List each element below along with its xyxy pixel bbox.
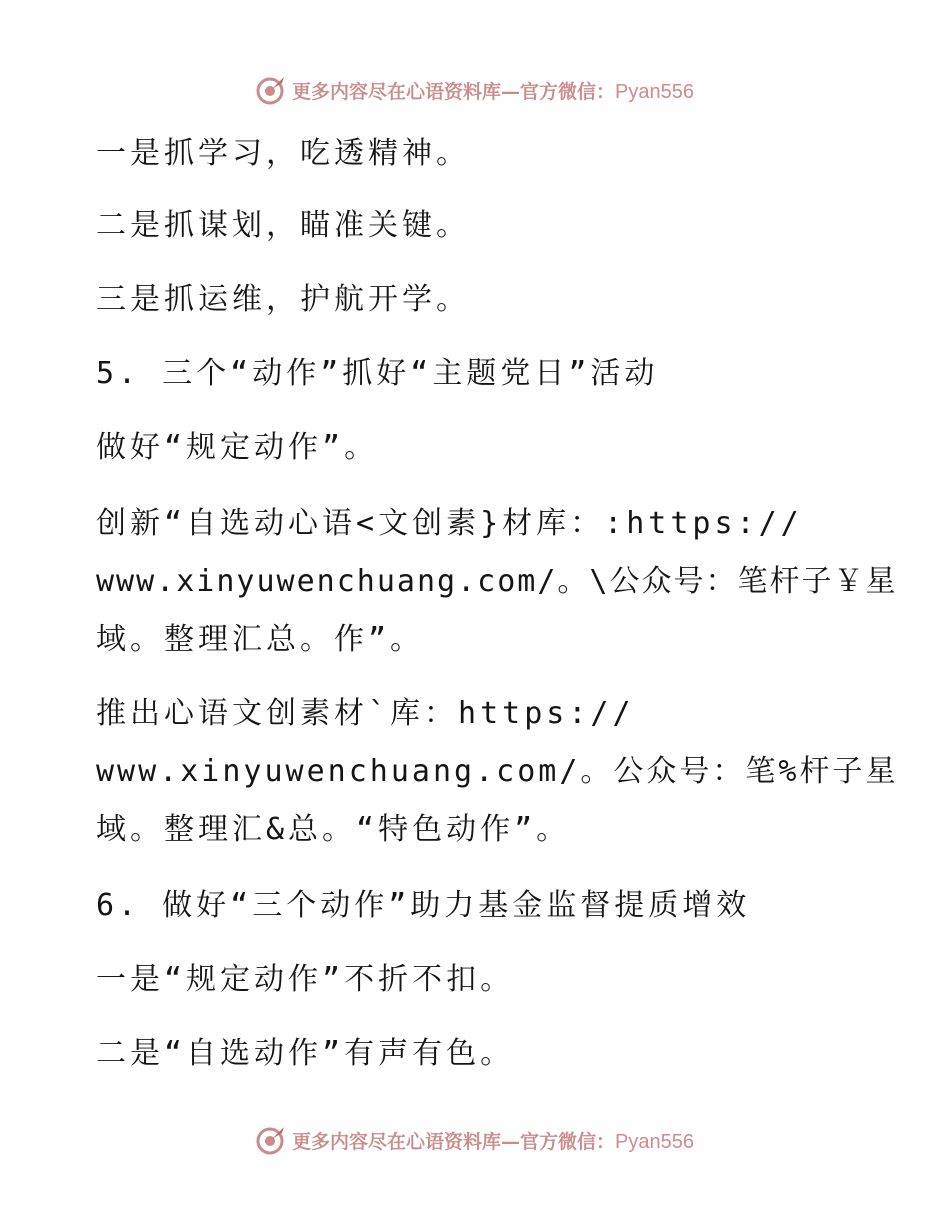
quill-logo-icon — [256, 75, 286, 105]
body-line: 推出心语文创素材`库：https:// — [96, 696, 635, 731]
body-line: 域。整理汇&总。“特色动作”。 — [96, 812, 571, 847]
body-line: www.xinyuwenchuang.com/。\公众号：笔杆子￥星 — [96, 564, 898, 599]
body-line: 做好“规定动作”。 — [96, 430, 379, 465]
header-wechat-label: 官方微信： — [520, 80, 616, 103]
body-line: 一是抓学习，吃透精神。 — [96, 136, 470, 171]
body-line: 二是抓谋划，瞄准关键。 — [96, 208, 470, 243]
body-line: 一是“规定动作”不折不扣。 — [96, 962, 515, 997]
body-line: 创新“自选动心语<文创素}材库：:https:// — [96, 506, 803, 541]
header-watermark — [0, 70, 950, 110]
section-heading: 6. 做好“三个动作”助力基金监督提质增效 — [96, 888, 751, 923]
body-line: 二是“自选动作”有声有色。 — [96, 1036, 515, 1071]
header-watermark-main: 更多内容尽在心语资料库— — [292, 80, 521, 103]
body-line: 域。整理汇总。作”。 — [96, 622, 425, 657]
footer-wechat-id: Pyan556 — [615, 1130, 694, 1153]
section-heading: 5. 三个“动作”抓好“主题党日”活动 — [96, 356, 659, 391]
body-line: www.xinyuwenchuang.com/。公众号：笔%杆子星 — [96, 754, 899, 789]
footer-watermark-text — [292, 1127, 694, 1154]
body-line: 三是抓运维，护航开学。 — [96, 282, 470, 317]
quill-logo-icon — [256, 1125, 286, 1155]
footer-watermark — [0, 1120, 950, 1160]
header-watermark-text — [292, 77, 694, 104]
header-wechat-id: Pyan556 — [615, 80, 694, 103]
footer-wechat-label: 官方微信： — [520, 1130, 616, 1153]
footer-watermark-main: 更多内容尽在心语资料库— — [292, 1130, 521, 1153]
